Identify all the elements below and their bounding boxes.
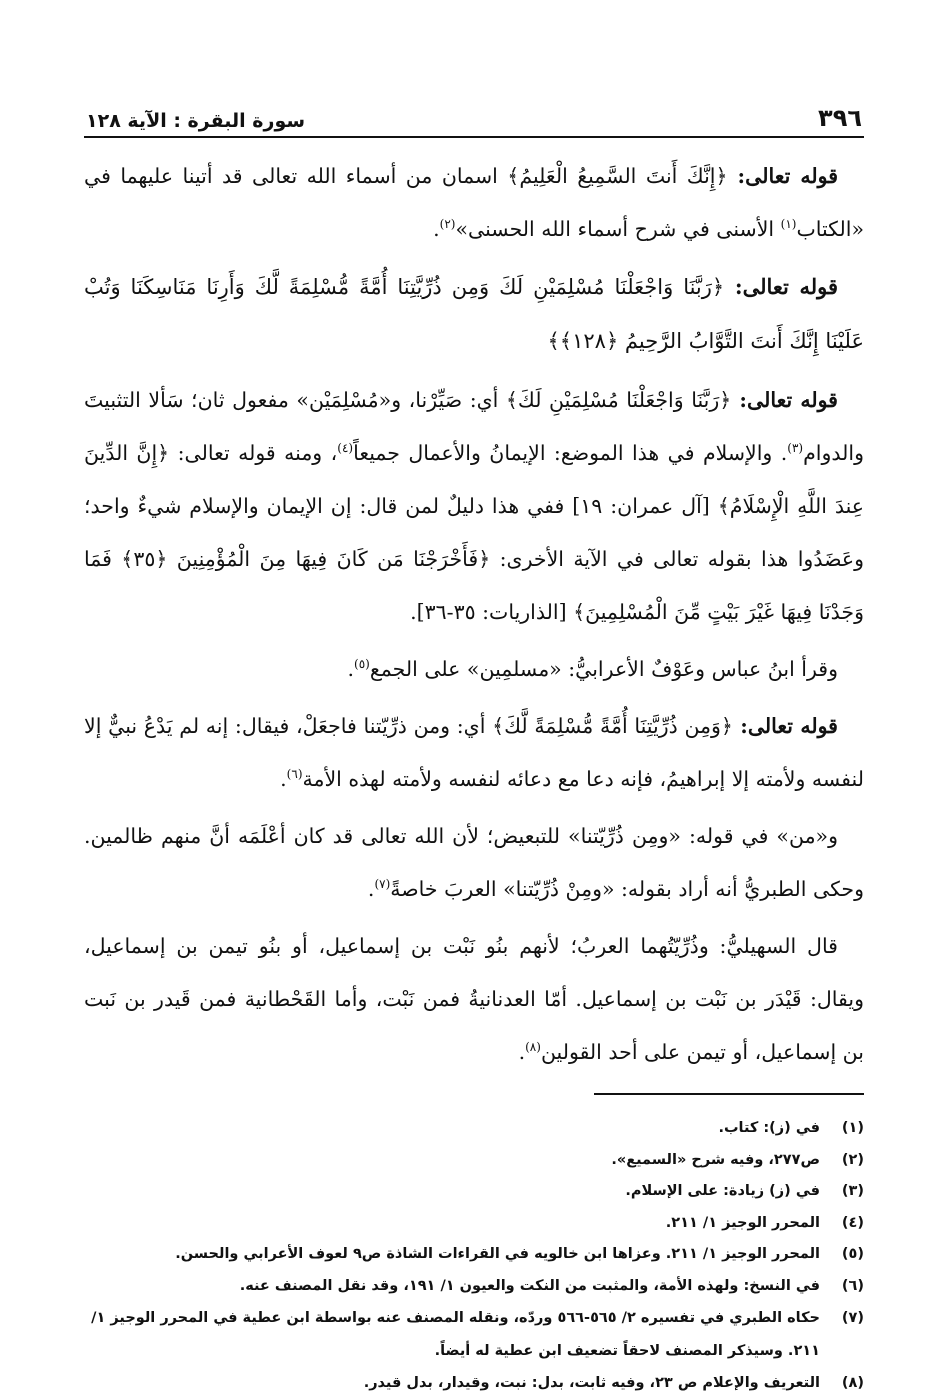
footnote-item [84, 1239, 864, 1271]
running-title: سورة البقرة : الآية ١٢٨ [86, 110, 306, 132]
footnote-item [84, 1176, 864, 1208]
footnote-ref: (٣) [787, 441, 804, 456]
page [84, 92, 864, 1400]
paragraph-text: قال السهيليُّ: وذُرِّيّتُهما العربُ؛ لأنهم بنُو نَبْت بن إسماعيل، أو بنُو تيمن بن إسماعيل، ويقال: قَيْدَر بن نَبْت بن إسماعيل. أمّا العدنانيةُ فمن نَبْت، وأما القَحْطانية فمن قَيدر بن نَبت بن إسماعيل، أو تيمن على أحد القولين [84, 934, 864, 1064]
footnote-number: (٥) [841, 1246, 864, 1262]
paragraph-lead: قوله تعالى: [731, 388, 838, 412]
footnote-number: (١) [841, 1120, 864, 1136]
paragraph-text: . والإسلام في هذا الموضع: الإيمانُ والأعمال جميعاً [353, 441, 788, 465]
main-text [84, 150, 864, 1079]
paragraph-lead: قوله تعالى: [727, 164, 838, 188]
verse-heading [84, 260, 864, 368]
quran-verse: ﴿رَبَّنَا وَاجْعَلْنَا مُسْلِمَيْنِ لَكَ وَمِن ذُرِّيَّتِنَا أُمَّةً مُّسْلِمَةً لَّكَ وَأَرِنَا مَنَاسِكَنَا وَتُبْ عَلَيْنَا إِنَّكَ أَنتَ التَّوَّابُ الرَّحِيمُ ﴿١٢٨﴾﴾ [84, 275, 864, 353]
paragraph-lead: قوله تعالى: [724, 274, 838, 299]
footnote-number: (٢) [841, 1151, 864, 1168]
paragraph-text: . [347, 657, 355, 681]
paragraph-text: ﴿إِنَّكَ أَنتَ السَّمِيعُ الْعَلِيمُ﴾ اسمان من أسماء الله تعالى قد أتينا عليهما في «الكتاب [84, 164, 864, 241]
footnote-text: في النسخ: ولهذه الأمة، والمثبت من النكت والعيون ١/ ١٩١، وقد نقل المصنف عنه. [239, 1277, 820, 1294]
footnote-ref: (٤) [337, 441, 354, 456]
paragraph-lead: قوله تعالى: [732, 714, 838, 738]
footnote-text: حكاه الطبري في تفسيره ٢/ ٥٦٥-٥٦٦ وردّه، ونقله المصنف عنه بواسطة ابن عطية في المحرر الوجيز ١/ ٢١١. وسيذكر المصنف لاحقاً تضعيف ابن عطية له أيضاً. [91, 1310, 820, 1359]
footnote-item [84, 1208, 864, 1240]
footnote-text: ص٢٧٧، وفيه شرح «السميع». [611, 1151, 820, 1168]
footnote-number: (٤) [841, 1214, 864, 1231]
footnote-item [84, 1113, 864, 1145]
footnote-text: المحرر الوجيز ١/ ٢١١. وعزاها ابن خالويه في القراءات الشاذة ص٩ لعوف الأعرابي والحسن. [175, 1246, 820, 1262]
paragraph-text: ، ومنه قوله تعالى: ﴿إِنَّ الدِّينَ عِندَ اللَّهِ الْإِسْلَامُ﴾ [آل عمران: ١٩] ففي هذا دليلٌ لمن قال: إن الإيمان والإسلام شيءٌ واحد؛ وعَضَدُوا هذا بقوله تعالى في الآية الأخرى: ﴿فَأَخْرَجْنَا مَن كَانَ فِيهَا مِنَ الْمُؤْمِنِينَ ﴿٣٥﴾ فَمَا وَجَدْنَا فِيهَا غَيْرَ بَيْتٍ مِّنَ الْمُسْلِمِينَ﴾ [الذاريات: ٣٥-٣٦]. [84, 441, 864, 624]
footnote-ref: (٨) [525, 1040, 541, 1055]
paragraph-1 [84, 150, 864, 256]
paragraph-5 [84, 700, 864, 806]
footnote-ref: (١) [780, 217, 797, 232]
footnote-number: (٣) [841, 1183, 864, 1199]
footnote-item [84, 1145, 864, 1177]
paragraph-text: الأسنى في شرح أسماء الله الحسنى» [455, 217, 781, 241]
page-header [84, 92, 864, 138]
paragraph-text: وقرأ ابنُ عباس وعَوْفٌ الأعرابيُّ: «مسلمِين» على الجمع [369, 657, 838, 681]
footnote-divider [594, 1093, 864, 1095]
page-number: ٣٩٦ [818, 104, 862, 132]
paragraph-text: ﴿وَمِن ذُرِّيَّتِنَا أُمَّةً مُّسْلِمَةً لَّكَ﴾ أي: ومن ذرِّيّتنا فاجعَلْ، فيقال: إنه لم يَدْعُ نبيٌّ إلا لنفسه ولأمته إلا إبراهيمُ، فإنه دعا مع دعائه لنفسه ولأمته لهذه الأمة [84, 714, 864, 791]
footnote-text: التعريف والإعلام ص ٢٣، وفيه ثابت، بدل: نبت، وقيدار، بدل قيدر. [363, 1375, 820, 1391]
footnote-number: (٨) [841, 1375, 864, 1391]
footnotes-list [84, 1113, 864, 1400]
paragraph-text: . [367, 877, 375, 901]
footnote-ref: (٢) [439, 217, 456, 232]
paragraph-text: ﴿رَبَّنَا وَاجْعَلْنَا مُسْلِمَيْنِ لَكَ﴾ أي: صَيِّرْنا، و«مُسْلِمَيْن» مفعول ثان؛ سَألا التثبيتَ والدوام [84, 388, 864, 465]
paragraph-6 [84, 810, 864, 916]
footnote-item [84, 1271, 864, 1303]
paragraph-text: . [280, 767, 287, 791]
paragraph-7 [84, 920, 864, 1079]
paragraph-text: . [433, 217, 440, 241]
footnote-ref: (٧) [374, 877, 391, 892]
footnote-number: (٧) [841, 1310, 864, 1326]
footnote-ref: (٥) [354, 657, 370, 672]
footnote-item [84, 1302, 864, 1368]
footnote-item [84, 1368, 864, 1400]
footnote-text: في (ز): كتاب. [718, 1120, 820, 1136]
footnote-text: في (ز) زيادة: على الإسلام. [625, 1183, 820, 1199]
paragraph-text: و«من» في قوله: «ومِن ذُرِّيّتنا» للتبعيض؛ لأن الله تعالى قد كان أعْلَمَه أنَّ منهم ظالمين. وحكى الطبريُّ أنه أراد بقوله: «ومِنْ ذُرِّيّتنا» العربَ خاصةً [84, 824, 864, 901]
paragraph-4 [84, 643, 864, 696]
footnote-text: المحرر الوجيز ١/ ٢١١. [665, 1214, 820, 1231]
paragraph-3 [84, 374, 864, 639]
paragraph-text: . [518, 1040, 526, 1064]
footnote-number: (٦) [841, 1277, 864, 1294]
footnote-ref: (٦) [286, 767, 303, 782]
